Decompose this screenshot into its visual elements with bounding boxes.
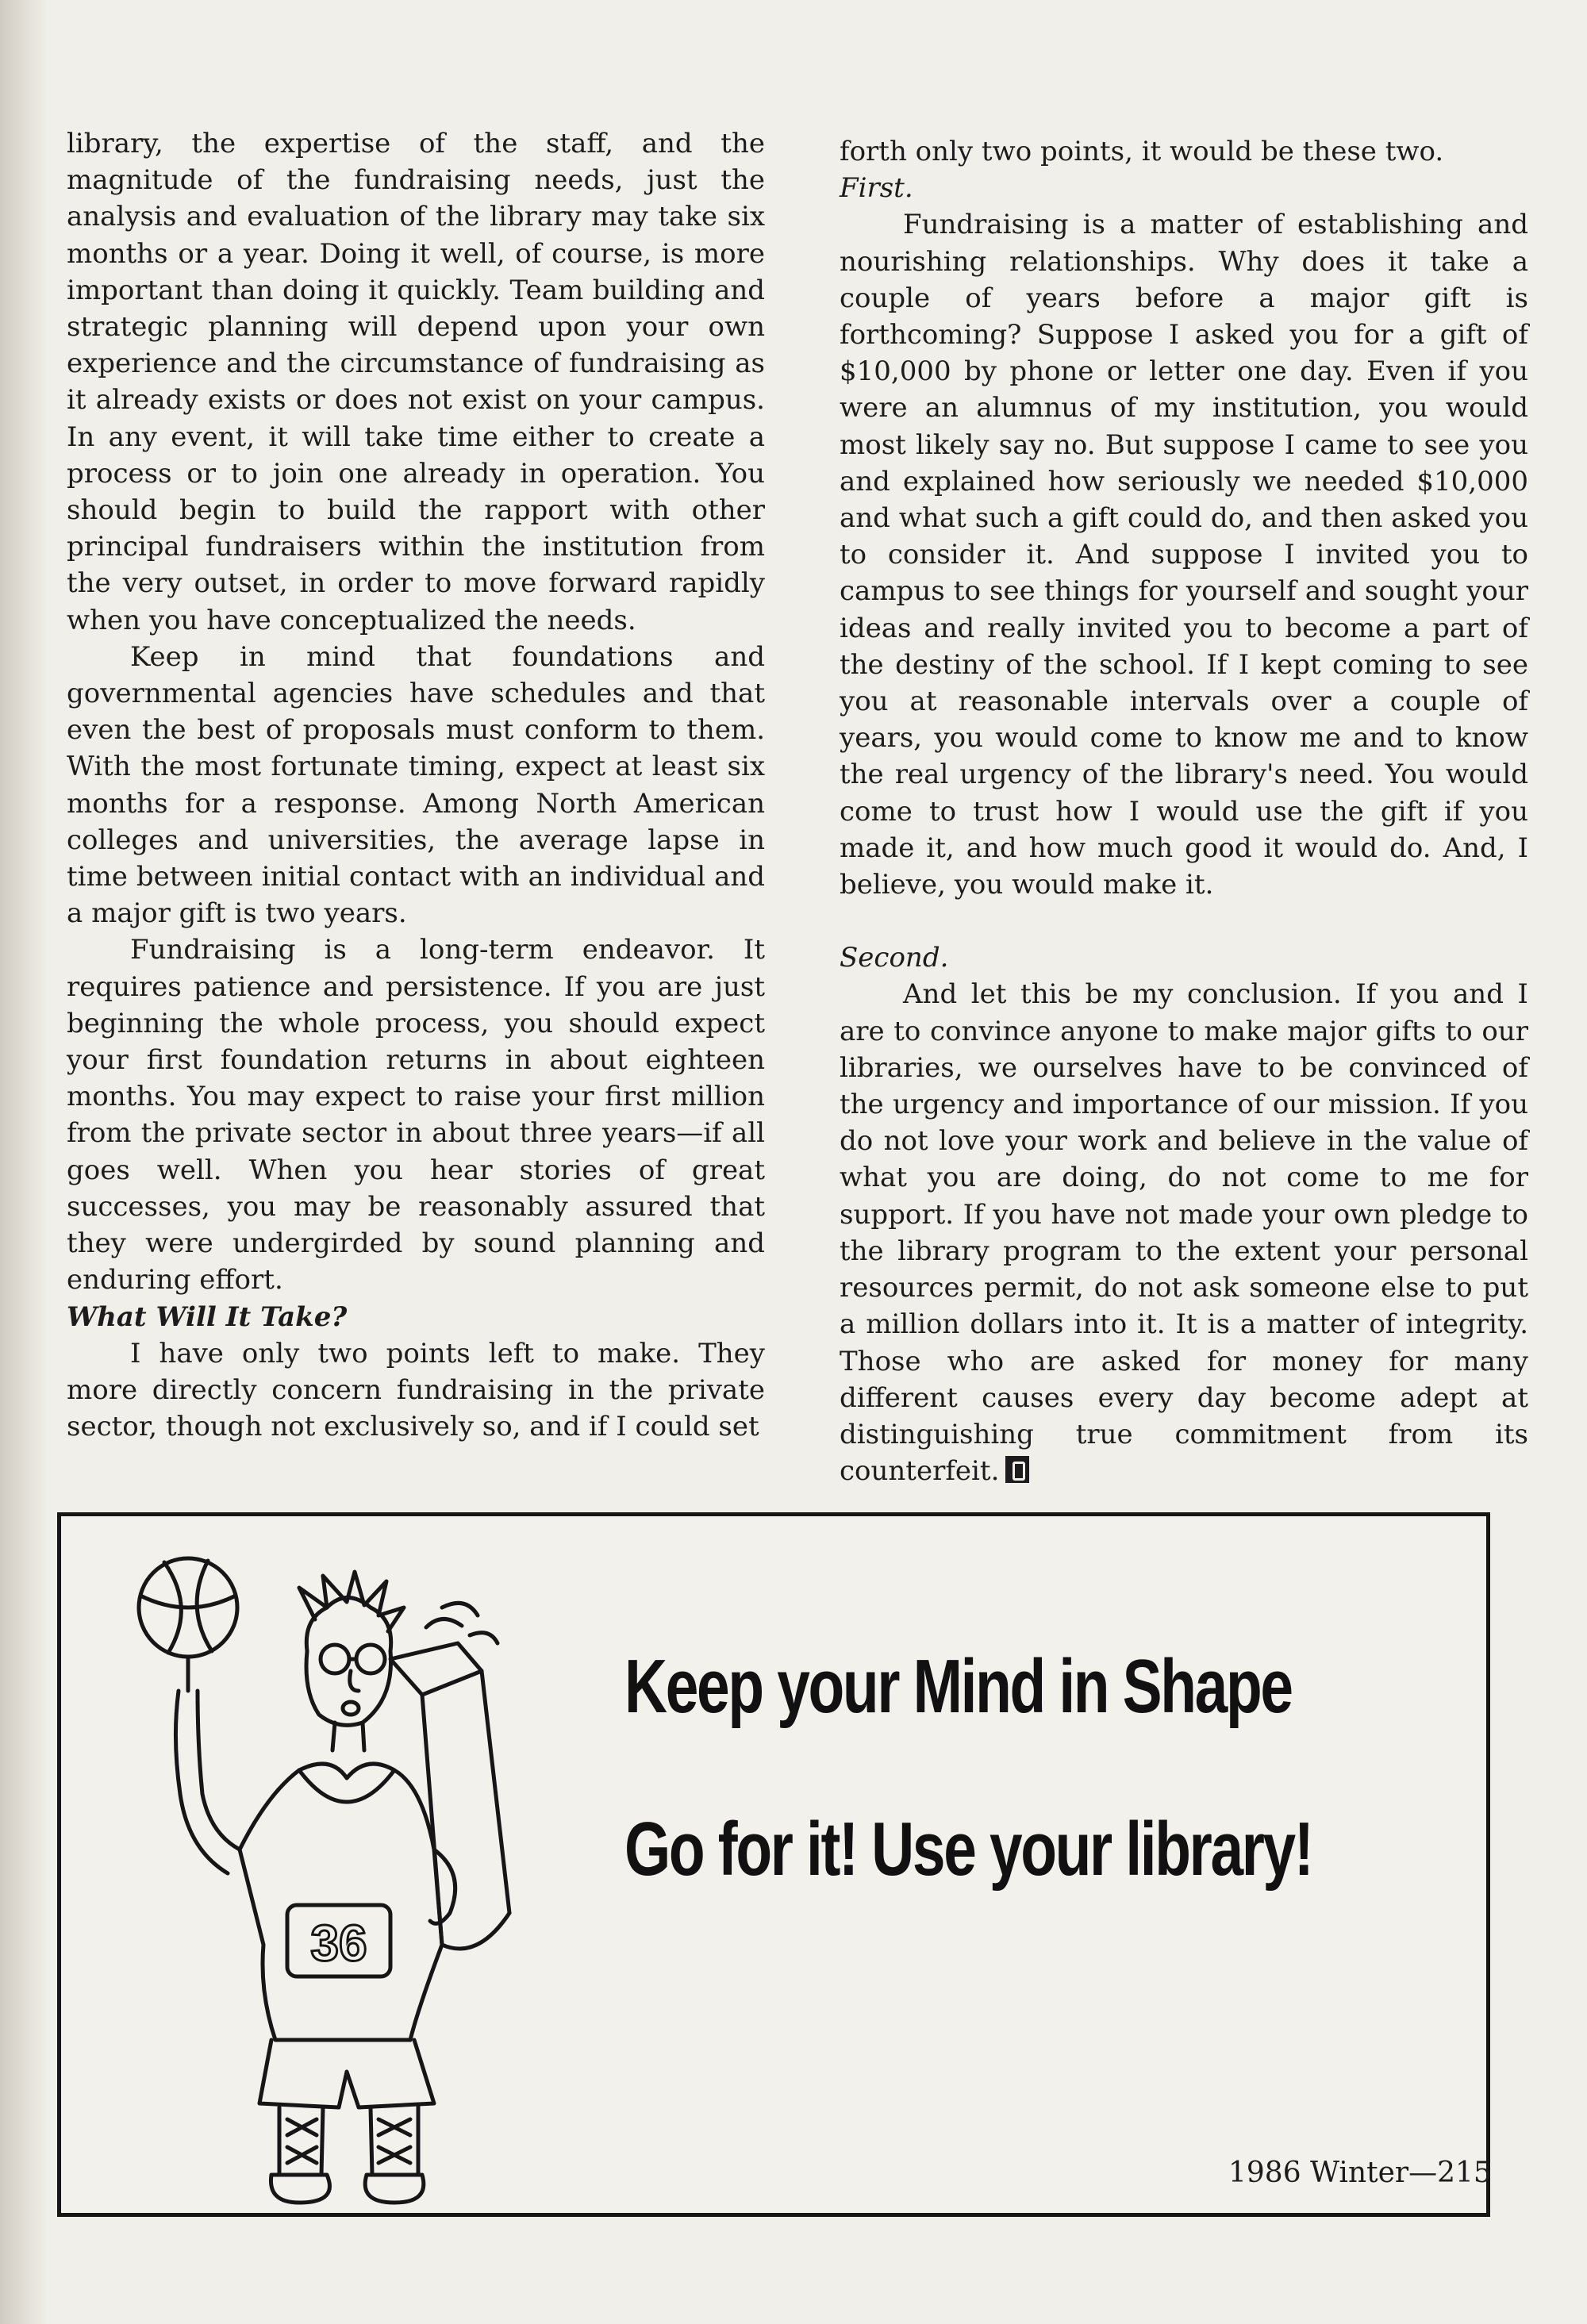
- end-mark-icon: [1005, 1456, 1029, 1483]
- point-label-second: Second.: [840, 942, 949, 974]
- paragraph: Fundraising is a matter of establishing and nourishing relationships. Why does it take a couple of years before a major gift is forthcoming? Suppose I asked you for a gift of $10,000 by phone or letter one day. Even if you were an alumnus of my institution, you would most likely say no. But suppose I came to see you and explained how seriously we needed $10,000 and what such a gift could do, and then asked you to consider it. And suppose I invited you to campus to see things for yourself and sought your ideas and really invited you to become a part of the destiny of the school. If I kept coming to see you at reasonable intervals over a couple of years, you would come to know me and to know the real urgency of the library's need. You would come to trust how I would use the gift if you made it, and how much good it would do. And, I believe, you would make it.: [840, 209, 1528, 901]
- section-heading: What Will It Take?: [67, 1300, 348, 1333]
- page-footer: 1986 Winter—215: [1228, 2157, 1492, 2189]
- paragraph-text: And let this be my conclusion. If you and I are to convince anyone to make major gifts to our libraries, we ourselves have to be convinced of the urgency and importance of our mission. If you do not love your work and believe in the value of what you are doing, do not come to me for support. If you have not made your own pledge to the library program to the extent your personal resources permit, do not ask someone else to put a million dollars into it. It is a matter of integrity. Those who are asked for money for many different causes every day become adept at distinguishing true commitment from its counterfeit.: [840, 978, 1528, 1488]
- ad-tagline: Go for it! Use your library!: [624, 1807, 1312, 1892]
- jersey-number: 36: [310, 1915, 367, 1972]
- point-label-first: First.: [840, 172, 913, 205]
- paragraph: Fundraising is a long-term endeavor. It requires patience and persistence. If you are just beginning the whole process, you should expect your first foundation returns in about eighteen months. You may expect to raise your first million from the private sector in about three years—if all goes well. When you hear stories of great successes, you may be reasonably assured that they were undergirded by sound planning and enduring effort.: [67, 934, 765, 1296]
- paragraph: library, the expertise of the staff, and the magnitude of the fundraising needs, just the analysis and evaluation of the library may take six months or a year. Doing it well, of course, is more important than doing it quickly. Team building and strategic planning will depend upon your own experience and the circumstance of fundraising as it already exists or does not exist on your campus. In any event, it will take time either to create a process or to join one already in operation. You should begin to build the rapport with other principal fundraisers within the institution from the very outset, in order to move forward rapidly when you have conceptualized the needs.: [67, 128, 765, 636]
- library-advertisement: [57, 1512, 1490, 2217]
- paragraph: [840, 976, 1528, 1489]
- paragraph: forth only two points, it would be these two.: [840, 136, 1444, 167]
- right-column: [840, 133, 1528, 1489]
- left-column: [67, 125, 765, 1445]
- paragraph: I have only two points left to make. They more directly concern fundraising in the private sector, though not exclusively so, and if I could set: [67, 1337, 765, 1443]
- ad-headline: Keep your Mind in Shape: [624, 1644, 1292, 1729]
- paragraph: Keep in mind that foundations and governmental agencies have schedules and that even the best of proposals must conform to them. With the most fortunate timing, expect at least six months for a response. Among North American colleges and universities, the average lapse in time between initial contact with an individual and a major gift is two years.: [67, 640, 765, 930]
- basketball-player-icon: [109, 1532, 553, 2207]
- page-edge-shadow: [0, 0, 48, 2324]
